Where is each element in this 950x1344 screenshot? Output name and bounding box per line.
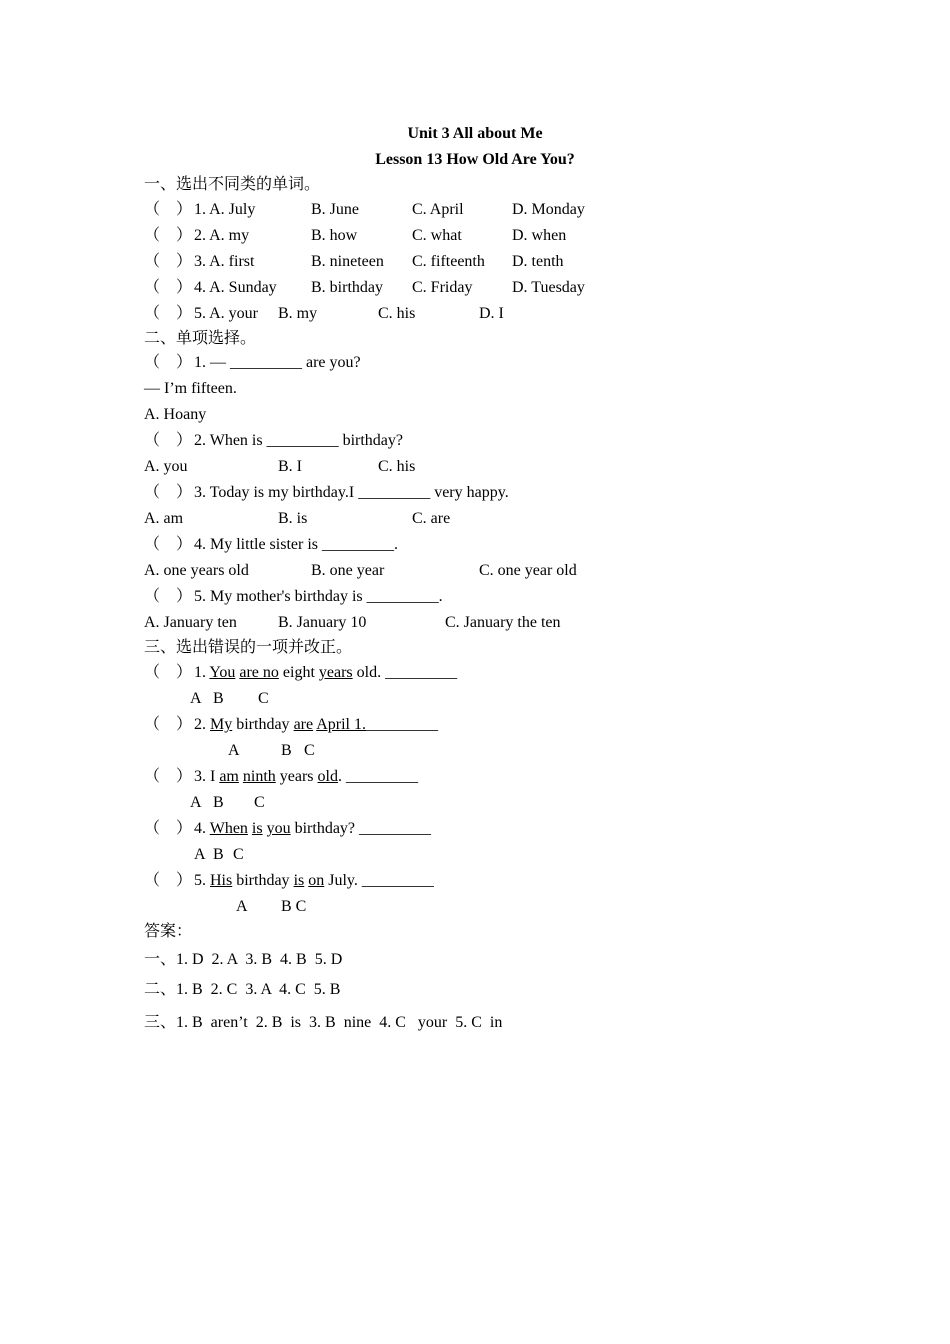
option-a: 2. A. my [194, 227, 250, 244]
s2-q5-option-a: A. January ten [144, 614, 237, 631]
underlined-word-a: When [209, 820, 248, 837]
answer-paren: （ ） [144, 227, 193, 244]
answer-paren: （ ） [144, 716, 193, 733]
option-d: D. Tuesday [512, 279, 585, 296]
plain-text: birthday? _________ [294, 820, 432, 837]
option-c: C. April [412, 201, 464, 218]
label-c: C [304, 742, 315, 759]
question-number: 5. [194, 872, 206, 889]
answer-paren: （ ） [144, 768, 193, 785]
answers-heading: 答案： [144, 923, 193, 940]
s3-q1-sentence [194, 663, 457, 683]
option-c: C. fifteenth [412, 253, 485, 270]
question-number: 4. [194, 820, 206, 837]
question-number: 1. [194, 664, 206, 681]
underlined-word-c: years [318, 664, 353, 681]
underlined-word-b: are [293, 716, 314, 733]
option-c: C. Friday [412, 279, 473, 296]
label-b: B [213, 690, 224, 707]
underlined-word-b: is [251, 820, 263, 837]
option-b: B. June [311, 201, 359, 218]
s2-q4-option-b: B. one year [311, 562, 385, 579]
label-a: A [190, 690, 202, 707]
plain-text: _________ [366, 716, 438, 733]
label-a: A [228, 742, 240, 759]
underlined-word-b: is [293, 872, 305, 889]
plain-text: years [279, 768, 314, 785]
underlined-word-a: My [210, 716, 233, 733]
label-b: B [281, 742, 292, 759]
s2-q4-stem: 4. My little sister is _________. [194, 536, 398, 553]
answers-line-3: 三、1. B aren’t 2. B is 3. B nine 4. C your 5. C in [144, 1014, 503, 1031]
plain-text: birthday [236, 716, 290, 733]
answer-paren: （ ） [144, 588, 193, 605]
underlined-word-c: old [317, 768, 338, 785]
answer-paren: （ ） [144, 872, 193, 889]
label-c: C [254, 794, 265, 811]
s2-q5-stem: 5. My mother's birthday is _________. [194, 588, 443, 605]
section2-heading: 二、单项选择。 [144, 330, 257, 347]
option-b: B. my [278, 305, 318, 322]
option-b: B. birthday [311, 279, 383, 296]
answer-paren: （ ） [144, 664, 193, 681]
s2-q2-option-a: A. you [144, 458, 188, 475]
option-d: D. tenth [512, 253, 564, 270]
answers-line-1: 一、1. D 2. A 3. B 4. B 5. D [144, 951, 343, 968]
s3-q4-sentence [194, 819, 431, 839]
s2-q5-option-c: C. January the ten [445, 614, 561, 631]
s2-q4-option-a: A. one years old [144, 562, 249, 579]
label-b: B [213, 794, 224, 811]
underlined-word-a: am [219, 768, 239, 785]
answer-paren: （ ） [144, 305, 193, 322]
question-number: 3. I [194, 768, 216, 785]
option-a: 5. A. your [194, 305, 258, 322]
section1-heading: 一、选出不同类的单词。 [144, 176, 321, 193]
label-c: C [233, 846, 244, 863]
question-number: 2. [194, 716, 206, 733]
plain-text: July. _________ [328, 872, 434, 889]
s2-q3-option-c: C. are [412, 510, 451, 527]
option-c: C. what [412, 227, 462, 244]
option-d: D. when [512, 227, 567, 244]
s2-q4-option-c: C. one year old [479, 562, 577, 579]
label-a: A [190, 794, 202, 811]
answer-paren: （ ） [144, 354, 193, 371]
underlined-word-c: April 1. [316, 716, 366, 733]
underlined-word-c: you [266, 820, 291, 837]
label-bc: B C [281, 898, 307, 915]
section3-heading: 三、选出错误的一项并改正。 [144, 639, 353, 656]
plain-text: birthday [236, 872, 290, 889]
s3-q2-sentence [194, 715, 438, 735]
s2-q5-option-b: B. January 10 [278, 614, 367, 631]
underlined-word-b: are no [239, 664, 279, 681]
underlined-word-c: on [308, 872, 325, 889]
answer-paren: （ ） [144, 432, 193, 449]
s2-q1-reply: — I’m fifteen. [144, 380, 237, 397]
s2-q2-stem: 2. When is _________ birthday? [194, 432, 404, 449]
answer-paren: （ ） [144, 820, 193, 837]
s2-q1-stem: 1. — _________ are you? [194, 354, 361, 371]
plain-text: eight [282, 664, 315, 681]
page-title: Unit 3 All about Me [407, 125, 543, 142]
option-c: C. his [378, 305, 416, 322]
s2-q3-option-a: A. am [144, 510, 184, 527]
plain-text: . _________ [337, 768, 418, 785]
label-a: A [236, 898, 248, 915]
s3-q3-sentence [194, 767, 418, 787]
s2-q2-option-b: B. I [278, 458, 302, 475]
label-c: C [258, 690, 269, 707]
option-b: B. nineteen [311, 253, 384, 270]
s2-q3-stem: 3. Today is my birthday.I _________ very happy. [194, 484, 509, 501]
answer-paren: （ ） [144, 201, 193, 218]
underlined-word-b: ninth [242, 768, 276, 785]
answer-paren: （ ） [144, 279, 193, 296]
option-a: 4. A. Sunday [194, 279, 277, 296]
answer-paren: （ ） [144, 536, 193, 553]
underlined-word-a: His [210, 872, 233, 889]
answer-paren: （ ） [144, 484, 193, 501]
label-b: B [213, 846, 224, 863]
s2-q1-option-a: A. Hoany [144, 406, 207, 423]
option-a: 1. A. July [194, 201, 256, 218]
underlined-word-a: You [209, 664, 236, 681]
option-b: B. how [311, 227, 358, 244]
lesson-title: Lesson 13 How Old Are You? [375, 151, 575, 168]
s2-q3-option-b: B. is [278, 510, 308, 527]
option-d: D. I [479, 305, 504, 322]
label-a: A [194, 846, 206, 863]
s2-q2-option-c: C. his [378, 458, 416, 475]
option-a: 3. A. first [194, 253, 255, 270]
answer-paren: （ ） [144, 253, 193, 270]
answers-line-2: 二、1. B 2. C 3. A 4. C 5. B [144, 981, 341, 998]
plain-text: old. _________ [356, 664, 458, 681]
s3-q5-sentence [194, 871, 434, 891]
option-d: D. Monday [512, 201, 585, 218]
